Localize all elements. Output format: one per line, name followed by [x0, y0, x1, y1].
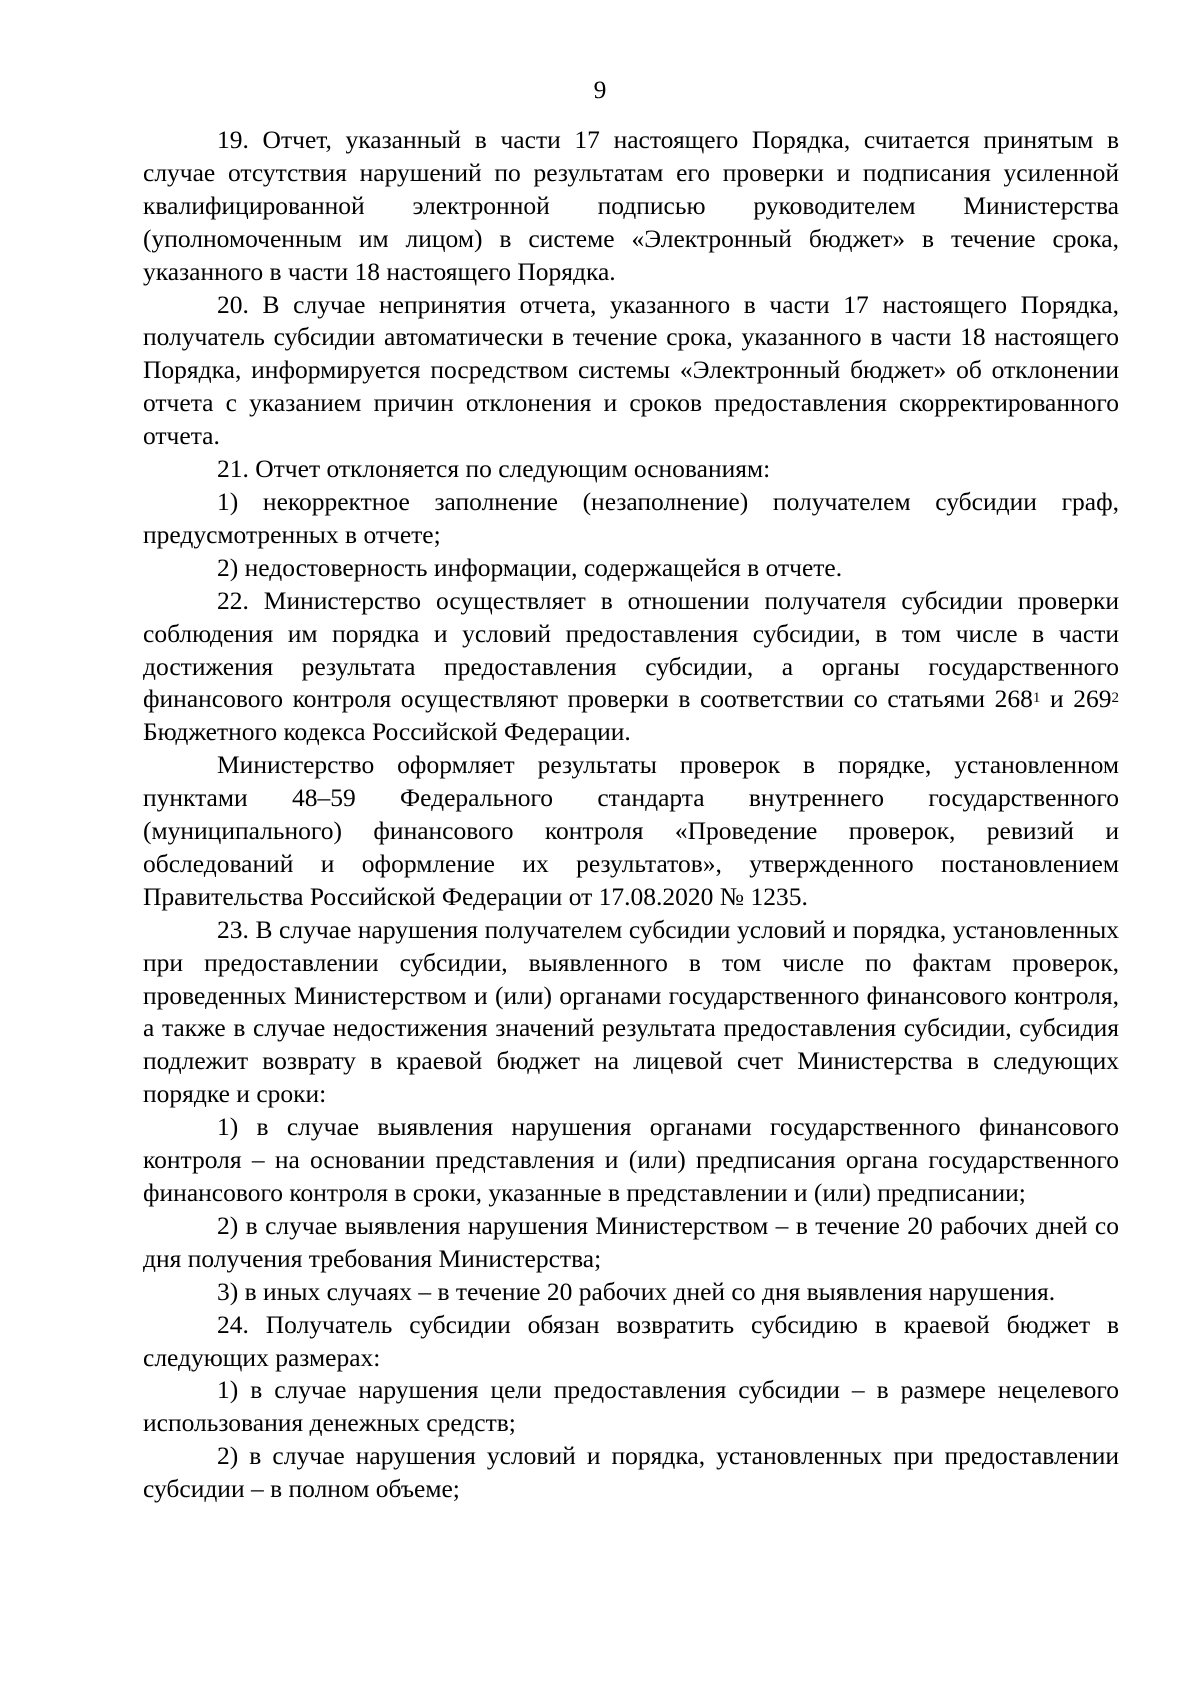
paragraph-23-item-1: 1) в случае выявления нарушения органами государственного финансового контроля – на основании представления и (или) предписания органа государственного финансового контроля в сроки, указанные в представлении и (или) предписании; — [143, 1112, 1119, 1207]
paragraph-23-item-3: 3) в иных случаях – в течение 20 рабочих дней со дня выявления нарушения. — [217, 1276, 1056, 1306]
paragraph-22-text: 22. Министерство осуществляет в отношении получателя субсидии проверки соблюдения им порядка и условий предоставления субсидии, в том числе в части достижения результата предоставления субсидии, а органы государственного финансового контроля осуществляют проверки в соответствии со статьями 268 — [143, 585, 1119, 714]
paragraph-22-continued: Министерство оформляет результаты проверок в порядке, установленном пунктами 48–59 Федерального стандарта внутреннего государственного (муниципального) финансового контроля «Проведение проверок, ревизий и обследований и оформление их результатов», утвержденного постановлением Правительства Российской Федерации от 17.08.2020 № 1235. — [143, 750, 1119, 911]
superscript-1: 1 — [1032, 690, 1041, 707]
paragraph-23: 23. В случае нарушения получателем субсидии условий и порядка, установленных при предоставлении субсидии, выявленного в том числе по фактам проверок, проведенных Министерством и (или) органами государственного финансового контроля, а также в случае недостижения значений результата предоставления субсидии, субсидия подлежит возврату в краевой бюджет на лицевой счет Министерства в следующих порядке и сроки: — [143, 914, 1119, 1109]
paragraph-22-end: Бюджетного кодекса Российской Федерации. — [143, 717, 631, 747]
paragraph-19: 19. Отчет, указанный в части 17 настоящего Порядка, считается принятым в случае отсутствия нарушений по результатам его проверки и подписания усиленной квалифицированной электронной подписью руководителем Министерства (уполномоченным им лицом) в системе «Электронный бюджет» в течение срока, указанного в части 18 настоящего Порядка. — [143, 125, 1119, 286]
paragraph-24-item-2: 2) в случае нарушения условий и порядка, установленных при предоставлении субсидии – в полном объеме; — [143, 1441, 1119, 1504]
paragraph-20: 20. В случае непринятия отчета, указанного в части 17 настоящего Порядка, получатель субсидии автоматически в течение срока, указанного в части 18 настоящего Порядка, информируется посредством системы «Электронный бюджет» об отклонении отчета с указанием причин отклонения и сроков предоставления скорректированного отчета. — [143, 289, 1119, 451]
paragraph-24-item-1: 1) в случае нарушения цели предоставления субсидии – в размере нецелевого использования денежных средств; — [143, 1375, 1119, 1438]
paragraph-23-item-2: 2) в случае выявления нарушения Министерством – в течение 20 рабочих дней со дня получения требования Министерства; — [143, 1210, 1119, 1273]
superscript-2: 2 — [1111, 690, 1119, 707]
paragraph-21-item-2: 2) недостоверность информации, содержащейся в отчете. — [217, 552, 843, 582]
page-number: 9 — [593, 75, 607, 104]
paragraph-21-item-1: 1) некорректное заполнение (незаполнение) получателем субсидии граф, предусмотренных в отчете; — [143, 486, 1119, 549]
paragraph-21: 21. Отчет отклоняется по следующим основаниям: — [217, 454, 771, 484]
paragraph-24: 24. Получатель субсидии обязан возвратить субсидию в краевой бюджет в следующих размерах: — [143, 1309, 1119, 1372]
paragraph-22-mid: и 269 — [1040, 684, 1112, 714]
paragraph-22 — [143, 585, 1119, 750]
document-body — [143, 124, 1119, 1506]
